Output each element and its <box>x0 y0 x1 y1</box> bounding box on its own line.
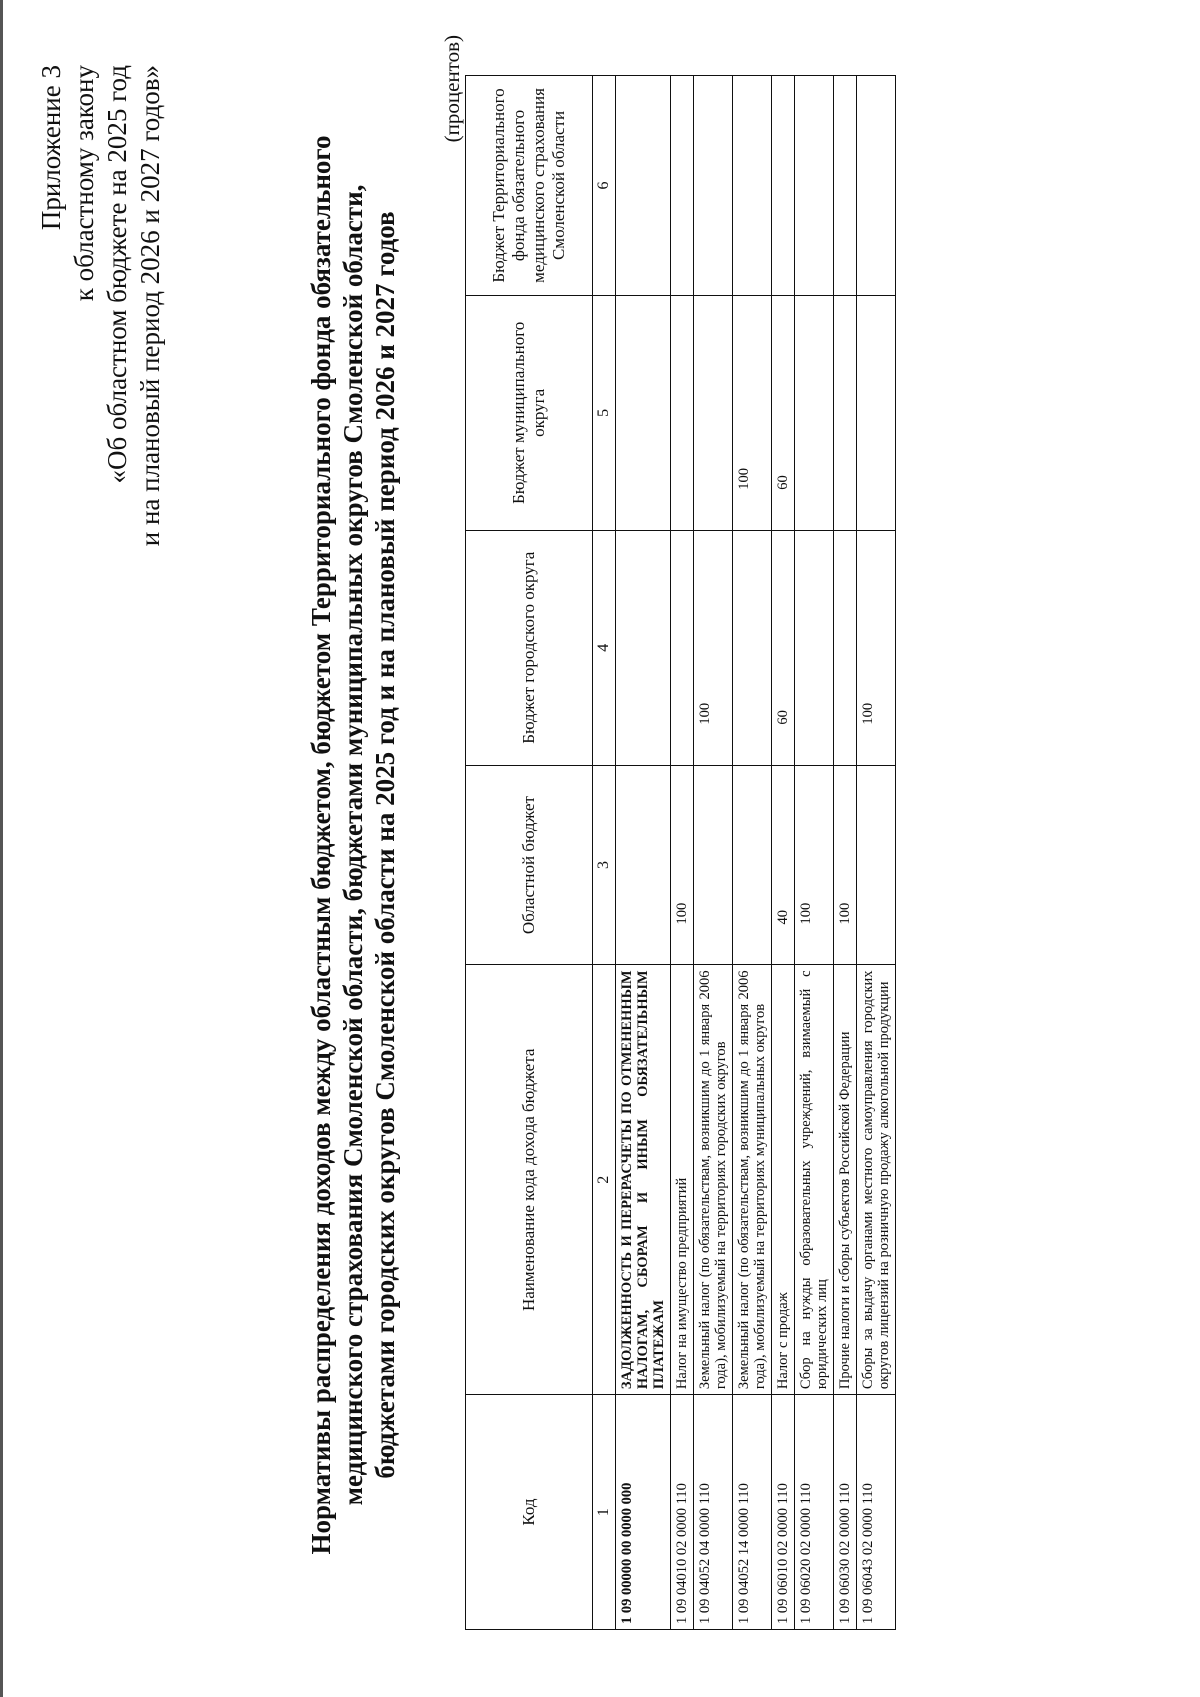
row-code: 1 09 06030 02 0000 110 <box>834 1395 857 1630</box>
row-regional: 100 <box>834 765 857 965</box>
table-row <box>857 76 896 1630</box>
document-page <box>25 25 1185 1665</box>
row-name: Земельный налог (по обязательствам, возникшим до 1 января 2006 года), мобилизуемый на территориях городских округов <box>694 965 733 1395</box>
table-header-row <box>466 76 593 1630</box>
row-fund <box>795 76 834 296</box>
col-number: 1 <box>593 1395 616 1630</box>
row-city <box>616 530 671 765</box>
row-regional <box>694 765 733 965</box>
col-number: 2 <box>593 965 616 1395</box>
row-city <box>834 530 857 765</box>
appendix-header <box>35 65 167 546</box>
row-code: 1 09 04052 14 0000 110 <box>733 1395 772 1630</box>
row-municipal <box>857 295 896 530</box>
column-number-row <box>593 76 616 1630</box>
row-regional: 100 <box>795 765 834 965</box>
row-municipal <box>834 295 857 530</box>
row-regional: 100 <box>671 765 694 965</box>
row-fund <box>733 76 772 296</box>
table-row <box>671 76 694 1630</box>
table-row <box>733 76 772 1630</box>
table-row <box>834 76 857 1630</box>
appendix-line-2: к областному закону <box>69 65 99 302</box>
title-line-1: Нормативы распределения доходов между областным бюджетом, бюджетом Территориального фонда обязательного <box>306 135 336 1555</box>
row-regional: 40 <box>772 765 795 965</box>
header-regional-budget: Областной бюджет <box>466 765 593 965</box>
row-fund <box>857 76 896 296</box>
revenue-distribution-table <box>465 75 896 1630</box>
row-code: 1 09 06043 02 0000 110 <box>857 1395 896 1630</box>
row-name: Прочие налоги и сборы субъектов Российской Федерации <box>834 965 857 1395</box>
col-number: 5 <box>593 295 616 530</box>
appendix-line-3: «Об областном бюджете на 2025 год <box>102 65 132 484</box>
appendix-line-1: Приложение 3 <box>36 65 66 231</box>
row-name: Налог на имущество предприятий <box>671 965 694 1395</box>
row-name: Сбор на нужды образовательных учреждений, взимаемый с юридических лиц <box>795 965 834 1395</box>
page-spine-line <box>0 0 3 1697</box>
row-fund <box>671 76 694 296</box>
row-fund <box>694 76 733 296</box>
row-regional <box>857 765 896 965</box>
table-row <box>694 76 733 1630</box>
row-code: 1 09 04052 04 0000 110 <box>694 1395 733 1630</box>
row-municipal <box>795 295 834 530</box>
table-row <box>795 76 834 1630</box>
table-row <box>772 76 795 1630</box>
title-line-3: бюджетами городских округов Смоленской области на 2025 год и на плановый период 2026 и 2027 годов <box>370 211 400 1479</box>
row-name: Земельный налог (по обязательствам, возникшим до 1 января 2006 года), мобилизуемый на территориях муниципальных округов <box>733 965 772 1395</box>
row-municipal: 60 <box>772 295 795 530</box>
row-city: 100 <box>857 530 896 765</box>
row-regional <box>616 765 671 965</box>
table-row <box>616 76 671 1630</box>
row-code: 1 09 04010 02 0000 110 <box>671 1395 694 1630</box>
col-number: 6 <box>593 76 616 296</box>
row-code: 1 09 00000 00 0000 000 <box>616 1395 671 1630</box>
row-regional <box>733 765 772 965</box>
document-title <box>305 25 401 1665</box>
header-code: Код <box>466 1395 593 1630</box>
row-city: 60 <box>772 530 795 765</box>
row-municipal <box>671 295 694 530</box>
row-fund <box>834 76 857 296</box>
row-code: 1 09 06010 02 0000 110 <box>772 1395 795 1630</box>
header-name: Наименование кода дохода бюджета <box>466 965 593 1395</box>
row-municipal <box>616 295 671 530</box>
row-municipal: 100 <box>733 295 772 530</box>
row-city <box>733 530 772 765</box>
unit-label: (процентов) <box>440 35 464 143</box>
row-city <box>671 530 694 765</box>
title-line-2: медицинского страхования Смоленской области, бюджетами муниципальных округов Смоленской области, <box>338 184 368 1506</box>
row-city: 100 <box>694 530 733 765</box>
row-name: Сборы за выдачу органами местного самоуправления городских округов лицензий на розничную продажу алкогольной продукции <box>857 965 896 1395</box>
row-fund <box>772 76 795 296</box>
header-municipal-budget: Бюджет муниципального округа <box>466 295 593 530</box>
col-number: 3 <box>593 765 616 965</box>
row-name: ЗАДОЛЖЕННОСТЬ И ПЕРЕРАСЧЕТЫ ПО ОТМЕНЕННЫМ НАЛОГАМ, СБОРАМ И ИНЫМ ОБЯЗАТЕЛЬНЫМ ПЛАТЕЖАМ <box>616 965 671 1395</box>
col-number: 4 <box>593 530 616 765</box>
row-fund <box>616 76 671 296</box>
header-fund-budget: Бюджет Территориального фонда обязательного медицинского страхования Смоленской области <box>466 76 593 296</box>
row-code: 1 09 06020 02 0000 110 <box>795 1395 834 1630</box>
appendix-line-4: и на плановый период 2026 и 2027 годов» <box>135 65 165 547</box>
row-name: Налог с продаж <box>772 965 795 1395</box>
row-municipal <box>694 295 733 530</box>
row-city <box>795 530 834 765</box>
header-city-budget: Бюджет городского округа <box>466 530 593 765</box>
